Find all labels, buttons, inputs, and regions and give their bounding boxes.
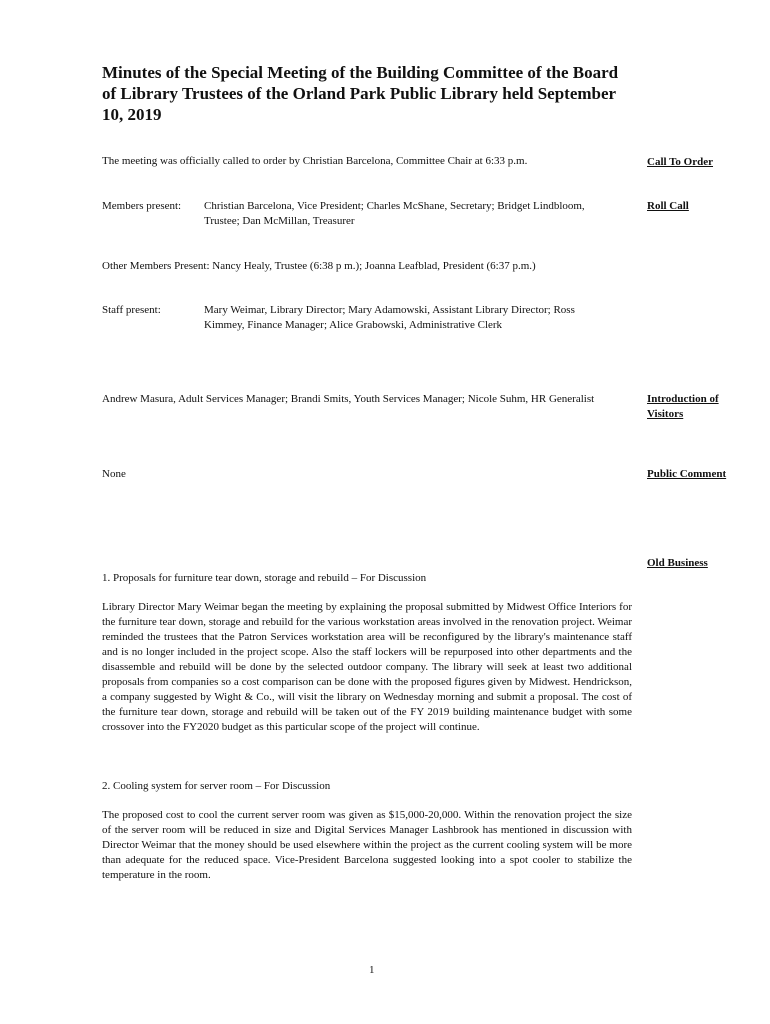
call-to-order-heading: Call To Order bbox=[647, 156, 714, 168]
public-comment-heading: Public Comment bbox=[647, 468, 727, 480]
staff-present-value: Mary Weimar, Library Director; Mary Adamowski, Assistant Library Director; Ross Kimmey, Finance Manager; Alice Grabowski, Administrative Clerk bbox=[204, 304, 575, 331]
old-business-heading: Old Business bbox=[647, 557, 708, 569]
item2-body: The proposed cost to cool the current server room was given as $15,000-20,000. Within the renovation project the size of the server room will be reduced in size and Digital Services Manager Lashbrook has mentioned in discussion with Director Weimar that the money should be used elsewhere within the project as the current cooling system will be more than adequate for the reduced space. Vice-President Barcelona suggested looking into a spot cooler to stabilize the temperature in the room. bbox=[102, 809, 632, 881]
call-to-order-text: The meeting was officially called to order by Christian Barcelona, Committee Chair at 6:33 p.m. bbox=[102, 155, 528, 167]
other-members-text: Other Members Present: Nancy Healy, Trustee (6:38 p m.); Joanna Leafblad, President (6:37 p.m.) bbox=[102, 260, 536, 272]
visitors-text: Andrew Masura, Adult Services Manager; Brandi Smits, Youth Services Manager; Nicole Suhm, HR Generalist bbox=[102, 393, 595, 405]
page-title: Minutes of the Special Meeting of the Building Committee of the Board of Library Trustees of the Orland Park Public Library held September 10, 2019 bbox=[102, 63, 619, 124]
members-present-value: Christian Barcelona, Vice President; Charles McShane, Secretary; Bridget Lindbloom, Trustee; Dan McMillan, Treasurer bbox=[204, 200, 585, 227]
introduction-of-visitors-heading: Introduction of Visitors bbox=[647, 393, 719, 420]
item1-title: 1. Proposals for furniture tear down, storage and rebuild – For Discussion bbox=[102, 572, 427, 584]
page-number: 1 bbox=[369, 964, 375, 976]
item1-body: Library Director Mary Weimar began the meeting by explaining the proposal submitted by Midwest Office Interiors for the furniture tear down, storage and rebuild for the various workstation areas involved in the renovation project. Weimar reminded the trustees that the Patron Services workstation area will be reconfigured by the library's maintenance staff and is no longer included in the project scope. Also the staff lockers will be repurposed into other departments and the disassemble and rebuild will be done by the selected outdoor company. The library will seek at least two additional proposals from companies so a cost comparison can be done with the proposed figures given by Midwest. Hendrickson, a company suggested by Wight & Co., will visit the library on Wednesday morning and submit a proposal. The cost of the furniture tear down, storage and rebuild will be taken out of the FY 2019 building maintenance budget with some crossover into the FY2020 budget as this particular scope of the project will continue. bbox=[102, 601, 632, 733]
staff-present-label: Staff present: bbox=[102, 304, 161, 316]
public-comment-text: None bbox=[102, 468, 126, 480]
item2-title: 2. Cooling system for server room – For Discussion bbox=[102, 780, 331, 792]
roll-call-heading: Roll Call bbox=[647, 200, 689, 212]
members-present-label: Members present: bbox=[102, 200, 182, 212]
